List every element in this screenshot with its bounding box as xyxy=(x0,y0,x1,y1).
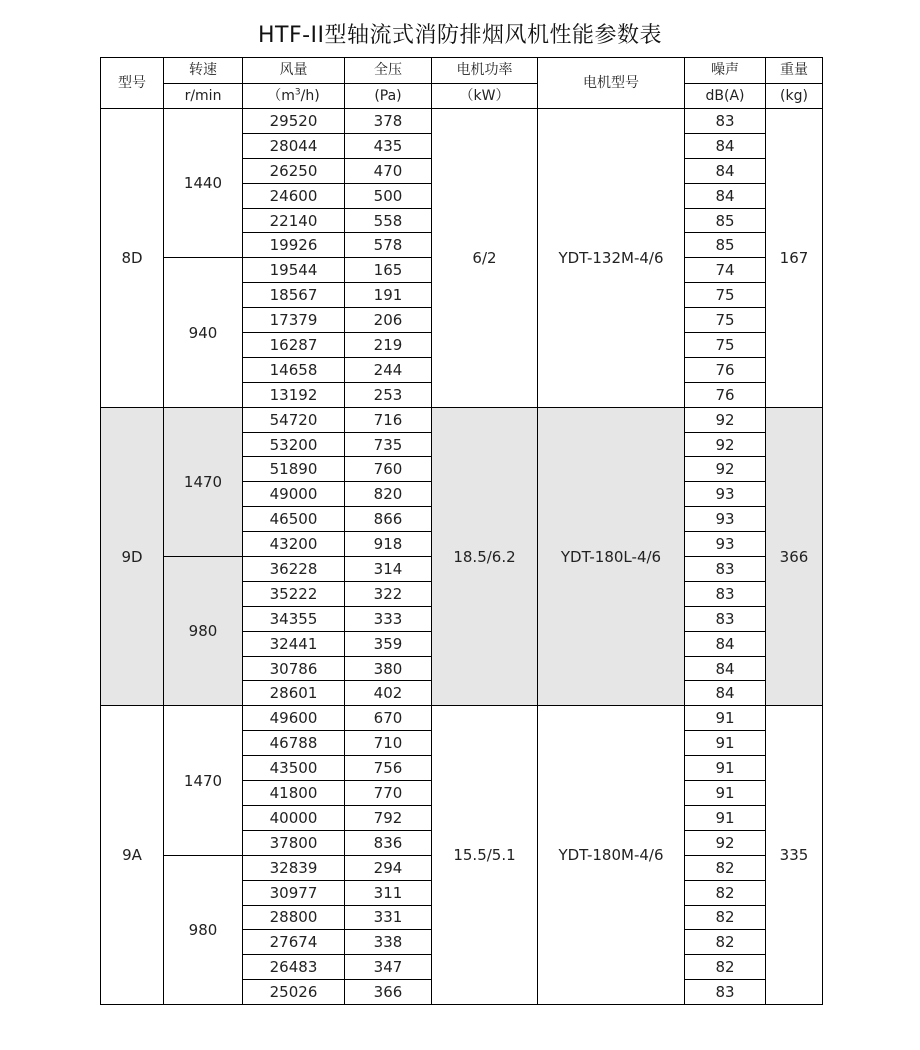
pressure-cell: 378 xyxy=(345,109,432,134)
airflow-cell: 46788 xyxy=(243,731,345,756)
airflow-cell: 28044 xyxy=(243,133,345,158)
airflow-cell: 14658 xyxy=(243,357,345,382)
noise-cell: 83 xyxy=(685,109,766,134)
table-row xyxy=(101,407,823,432)
speed-cell: 940 xyxy=(164,258,243,407)
airflow-cell: 30786 xyxy=(243,656,345,681)
noise-cell: 84 xyxy=(685,158,766,183)
fan-spec-table xyxy=(100,57,823,1005)
noise-cell: 92 xyxy=(685,830,766,855)
airflow-cell: 35222 xyxy=(243,581,345,606)
weight-cell: 167 xyxy=(766,109,823,408)
model-cell: 9A xyxy=(101,706,164,1005)
header-model: 型号 xyxy=(101,58,164,109)
motor-cell: YDT-180L-4/6 xyxy=(538,407,685,706)
airflow-cell: 49600 xyxy=(243,706,345,731)
pressure-cell: 710 xyxy=(345,731,432,756)
pressure-cell: 756 xyxy=(345,756,432,781)
pressure-cell: 322 xyxy=(345,581,432,606)
airflow-cell: 29520 xyxy=(243,109,345,134)
model-cell: 8D xyxy=(101,109,164,408)
model-cell: 9D xyxy=(101,407,164,706)
airflow-cell: 16287 xyxy=(243,333,345,358)
pressure-cell: 314 xyxy=(345,557,432,582)
noise-cell: 84 xyxy=(685,183,766,208)
pressure-cell: 792 xyxy=(345,805,432,830)
pressure-cell: 206 xyxy=(345,308,432,333)
pressure-cell: 500 xyxy=(345,183,432,208)
airflow-cell: 26483 xyxy=(243,955,345,980)
speed-cell: 1470 xyxy=(164,407,243,556)
airflow-cell: 13192 xyxy=(243,382,345,407)
pressure-cell: 435 xyxy=(345,133,432,158)
speed-cell: 1470 xyxy=(164,706,243,855)
airflow-cell: 49000 xyxy=(243,482,345,507)
airflow-cell: 51890 xyxy=(243,457,345,482)
airflow-unit-sup: 3 xyxy=(294,87,301,98)
header-weight-unit: (kg) xyxy=(766,83,823,109)
pressure-cell: 735 xyxy=(345,432,432,457)
header-pressure-unit: (Pa) xyxy=(345,83,432,109)
noise-cell: 83 xyxy=(685,581,766,606)
header-noise-unit: dB(A) xyxy=(685,83,766,109)
pressure-cell: 670 xyxy=(345,706,432,731)
noise-cell: 83 xyxy=(685,606,766,631)
page-title: HTF-II型轴流式消防排烟风机性能参数表 xyxy=(257,23,663,48)
pressure-cell: 294 xyxy=(345,855,432,880)
airflow-cell: 18567 xyxy=(243,283,345,308)
noise-cell: 84 xyxy=(685,133,766,158)
airflow-cell: 32839 xyxy=(243,855,345,880)
table-body xyxy=(101,109,823,1005)
pressure-cell: 311 xyxy=(345,880,432,905)
pressure-cell: 191 xyxy=(345,283,432,308)
speed-cell: 980 xyxy=(164,855,243,1004)
airflow-cell: 28601 xyxy=(243,681,345,706)
airflow-cell: 40000 xyxy=(243,805,345,830)
noise-cell: 92 xyxy=(685,432,766,457)
pressure-cell: 347 xyxy=(345,955,432,980)
header-pressure: 全压 xyxy=(345,58,432,84)
noise-cell: 84 xyxy=(685,681,766,706)
header-speed: 转速 xyxy=(164,58,243,84)
pressure-cell: 558 xyxy=(345,208,432,233)
power-cell: 18.5/6.2 xyxy=(432,407,538,706)
airflow-cell: 36228 xyxy=(243,557,345,582)
noise-cell: 82 xyxy=(685,905,766,930)
noise-cell: 75 xyxy=(685,283,766,308)
header-speed-unit: r/min xyxy=(164,83,243,109)
pressure-cell: 578 xyxy=(345,233,432,258)
pressure-cell: 820 xyxy=(345,482,432,507)
airflow-cell: 25026 xyxy=(243,980,345,1005)
noise-cell: 85 xyxy=(685,208,766,233)
speed-cell: 1440 xyxy=(164,109,243,258)
header-row-1 xyxy=(101,58,823,84)
airflow-cell: 17379 xyxy=(243,308,345,333)
noise-cell: 82 xyxy=(685,855,766,880)
airflow-cell: 19544 xyxy=(243,258,345,283)
table-row xyxy=(101,109,823,134)
pressure-cell: 770 xyxy=(345,781,432,806)
pressure-cell: 380 xyxy=(345,656,432,681)
pressure-cell: 165 xyxy=(345,258,432,283)
noise-cell: 75 xyxy=(685,333,766,358)
noise-cell: 91 xyxy=(685,706,766,731)
header-weight: 重量 xyxy=(766,58,823,84)
pressure-cell: 470 xyxy=(345,158,432,183)
airflow-cell: 37800 xyxy=(243,830,345,855)
noise-cell: 84 xyxy=(685,656,766,681)
speed-cell: 980 xyxy=(164,557,243,706)
airflow-cell: 26250 xyxy=(243,158,345,183)
noise-cell: 82 xyxy=(685,955,766,980)
airflow-cell: 53200 xyxy=(243,432,345,457)
noise-cell: 91 xyxy=(685,781,766,806)
pressure-cell: 866 xyxy=(345,507,432,532)
noise-cell: 92 xyxy=(685,457,766,482)
header-airflow: 风量 xyxy=(243,58,345,84)
weight-cell: 366 xyxy=(766,407,823,706)
airflow-cell: 43500 xyxy=(243,756,345,781)
power-cell: 6/2 xyxy=(432,109,538,408)
airflow-cell: 27674 xyxy=(243,930,345,955)
airflow-cell: 41800 xyxy=(243,781,345,806)
noise-cell: 76 xyxy=(685,382,766,407)
pressure-cell: 760 xyxy=(345,457,432,482)
noise-cell: 91 xyxy=(685,731,766,756)
pressure-cell: 366 xyxy=(345,980,432,1005)
pressure-cell: 331 xyxy=(345,905,432,930)
pressure-cell: 219 xyxy=(345,333,432,358)
pressure-cell: 716 xyxy=(345,407,432,432)
airflow-unit-post: /h) xyxy=(300,87,320,104)
airflow-cell: 32441 xyxy=(243,631,345,656)
noise-cell: 83 xyxy=(685,980,766,1005)
weight-cell: 335 xyxy=(766,706,823,1005)
noise-cell: 93 xyxy=(685,532,766,557)
pressure-cell: 253 xyxy=(345,382,432,407)
airflow-cell: 43200 xyxy=(243,532,345,557)
airflow-cell: 19926 xyxy=(243,233,345,258)
header-airflow-unit xyxy=(243,83,345,109)
airflow-unit-pre: （m xyxy=(267,87,295,104)
header-power-unit: （kW） xyxy=(432,83,538,109)
noise-cell: 91 xyxy=(685,756,766,781)
power-cell: 15.5/5.1 xyxy=(432,706,538,1005)
airflow-cell: 24600 xyxy=(243,183,345,208)
airflow-cell: 34355 xyxy=(243,606,345,631)
noise-cell: 75 xyxy=(685,308,766,333)
pressure-cell: 402 xyxy=(345,681,432,706)
noise-cell: 85 xyxy=(685,233,766,258)
airflow-cell: 28800 xyxy=(243,905,345,930)
motor-cell: YDT-180M-4/6 xyxy=(538,706,685,1005)
noise-cell: 82 xyxy=(685,880,766,905)
pressure-cell: 836 xyxy=(345,830,432,855)
airflow-cell: 46500 xyxy=(243,507,345,532)
header-row-2 xyxy=(101,83,823,109)
noise-cell: 82 xyxy=(685,930,766,955)
noise-cell: 83 xyxy=(685,557,766,582)
pressure-cell: 918 xyxy=(345,532,432,557)
airflow-cell: 22140 xyxy=(243,208,345,233)
airflow-cell: 30977 xyxy=(243,880,345,905)
pressure-cell: 244 xyxy=(345,357,432,382)
noise-cell: 74 xyxy=(685,258,766,283)
header-power: 电机功率 xyxy=(432,58,538,84)
table-row xyxy=(101,706,823,731)
pressure-cell: 333 xyxy=(345,606,432,631)
header-noise: 噪声 xyxy=(685,58,766,84)
header-motor: 电机型号 xyxy=(538,58,685,109)
noise-cell: 84 xyxy=(685,631,766,656)
noise-cell: 93 xyxy=(685,507,766,532)
motor-cell: YDT-132M-4/6 xyxy=(538,109,685,408)
pressure-cell: 359 xyxy=(345,631,432,656)
noise-cell: 93 xyxy=(685,482,766,507)
noise-cell: 92 xyxy=(685,407,766,432)
airflow-cell: 54720 xyxy=(243,407,345,432)
noise-cell: 91 xyxy=(685,805,766,830)
noise-cell: 76 xyxy=(685,357,766,382)
pressure-cell: 338 xyxy=(345,930,432,955)
